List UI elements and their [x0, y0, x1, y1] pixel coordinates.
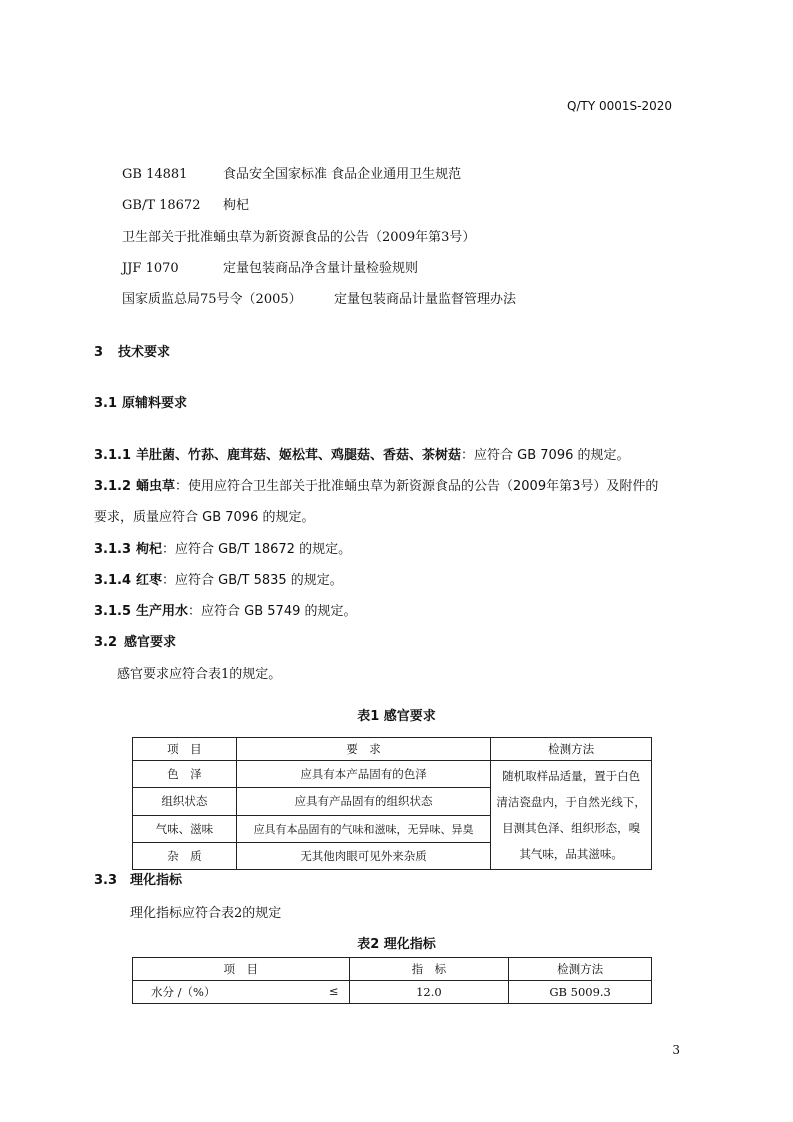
table-caption: 表2 理化指标	[357, 937, 436, 952]
table-header-cell: 要 求	[236, 738, 490, 761]
table-header-row	[133, 958, 652, 981]
table-cell	[133, 981, 350, 1004]
table-caption: 表1 感官要求	[357, 709, 436, 724]
reference-line	[122, 288, 516, 307]
table-cell: 气味、滋味	[133, 815, 237, 842]
table-cell: 杂 质	[133, 842, 237, 869]
reference-code: 国家质监总局75号令（2005）	[122, 292, 302, 307]
table-row	[133, 981, 652, 1004]
reference-code: JJF 1070	[122, 261, 179, 276]
table-header-row	[133, 738, 652, 761]
reference-line	[122, 226, 475, 245]
page-number: 3	[672, 1043, 680, 1057]
table-header-cell: 项 目	[133, 958, 350, 981]
method-line: 随机取样品适量，置于白色	[502, 769, 641, 783]
operator-symbol: ≤	[328, 984, 339, 998]
reference-code: GB 14881	[122, 167, 188, 182]
method-cell	[491, 761, 652, 870]
table-header-cell: 检测方法	[491, 738, 652, 761]
method-line: 其气味，品其滋味。	[519, 847, 623, 861]
document-code: Q/TY 0001S-2020	[567, 99, 672, 113]
section-heading: 3.1 原辅料要求	[94, 396, 188, 411]
reference-line	[122, 194, 249, 213]
requirement-item: 3.1.1 羊肚菌、竹荪、鹿茸菇、姬松茸、鸡腿菇、香菇、茶树菇：应符合 GB 7096 的规定。	[94, 448, 630, 463]
requirement-item-continuation: 要求，质量应符合 GB 7096 的规定。	[94, 510, 315, 525]
table-cell: 应具有本产品固有的色泽	[236, 761, 490, 788]
table-cell: 色 泽	[133, 761, 237, 788]
section-intro: 感官要求应符合表1的规定。	[117, 667, 282, 682]
table-header-cell: 指 标	[349, 958, 509, 981]
table-cell: 应具有产品固有的组织状态	[236, 788, 490, 815]
method-line: 目测其色泽、组织形态，嗅	[502, 821, 641, 835]
reference-title: 定量包装商品净含量计量检验规则	[223, 261, 419, 276]
requirement-item: 3.1.3 枸杞：应符合 GB/T 18672 的规定。	[94, 542, 352, 557]
table-cell: 12.0	[349, 981, 509, 1004]
table-row	[133, 761, 652, 788]
reference-title: 食品安全国家标准 食品企业通用卫生规范	[223, 167, 462, 182]
reference-title: 卫生部关于批准蛹虫草为新资源食品的公告（2009年第3号）	[122, 230, 476, 245]
reference-line	[122, 163, 461, 182]
section-heading: 3.2 感官要求	[94, 635, 177, 650]
table-header-cell: 项 目	[133, 738, 237, 761]
method-line: 清洁瓷盘内，于自然光线下，	[496, 795, 646, 809]
table-cell: 组织状态	[133, 788, 237, 815]
section-heading: 3 技术要求	[94, 345, 171, 360]
table-cell: GB 5009.3	[509, 981, 652, 1004]
reference-line	[122, 257, 418, 276]
requirement-item: 3.1.5 生产用水：应符合 GB 5749 的规定。	[94, 604, 357, 619]
requirement-item: 3.1.2 蛹虫草：使用应符合卫生部关于批准蛹虫草为新资源食品的公告（2009年第3号）及附件的	[94, 479, 659, 494]
section-intro: 理化指标应符合表2的规定	[130, 906, 282, 921]
table-header-cell: 检测方法	[509, 958, 652, 981]
item-label: 水分 /（%）	[151, 985, 216, 999]
table-cell: 无其他肉眼可见外来杂质	[236, 842, 490, 869]
section-heading: 3.3 理化指标	[94, 873, 183, 888]
sensory-table	[132, 737, 652, 870]
reference-title: 枸杞	[223, 198, 250, 213]
table-cell: 应具有本品固有的气味和滋味，无异味、异臭	[236, 815, 490, 842]
reference-code: GB/T 18672	[122, 198, 201, 213]
requirement-item: 3.1.4 红枣：应符合 GB/T 5835 的规定。	[94, 573, 343, 588]
physicochemical-table	[132, 957, 652, 1004]
reference-title: 定量包装商品计量监督管理办法	[334, 292, 517, 307]
